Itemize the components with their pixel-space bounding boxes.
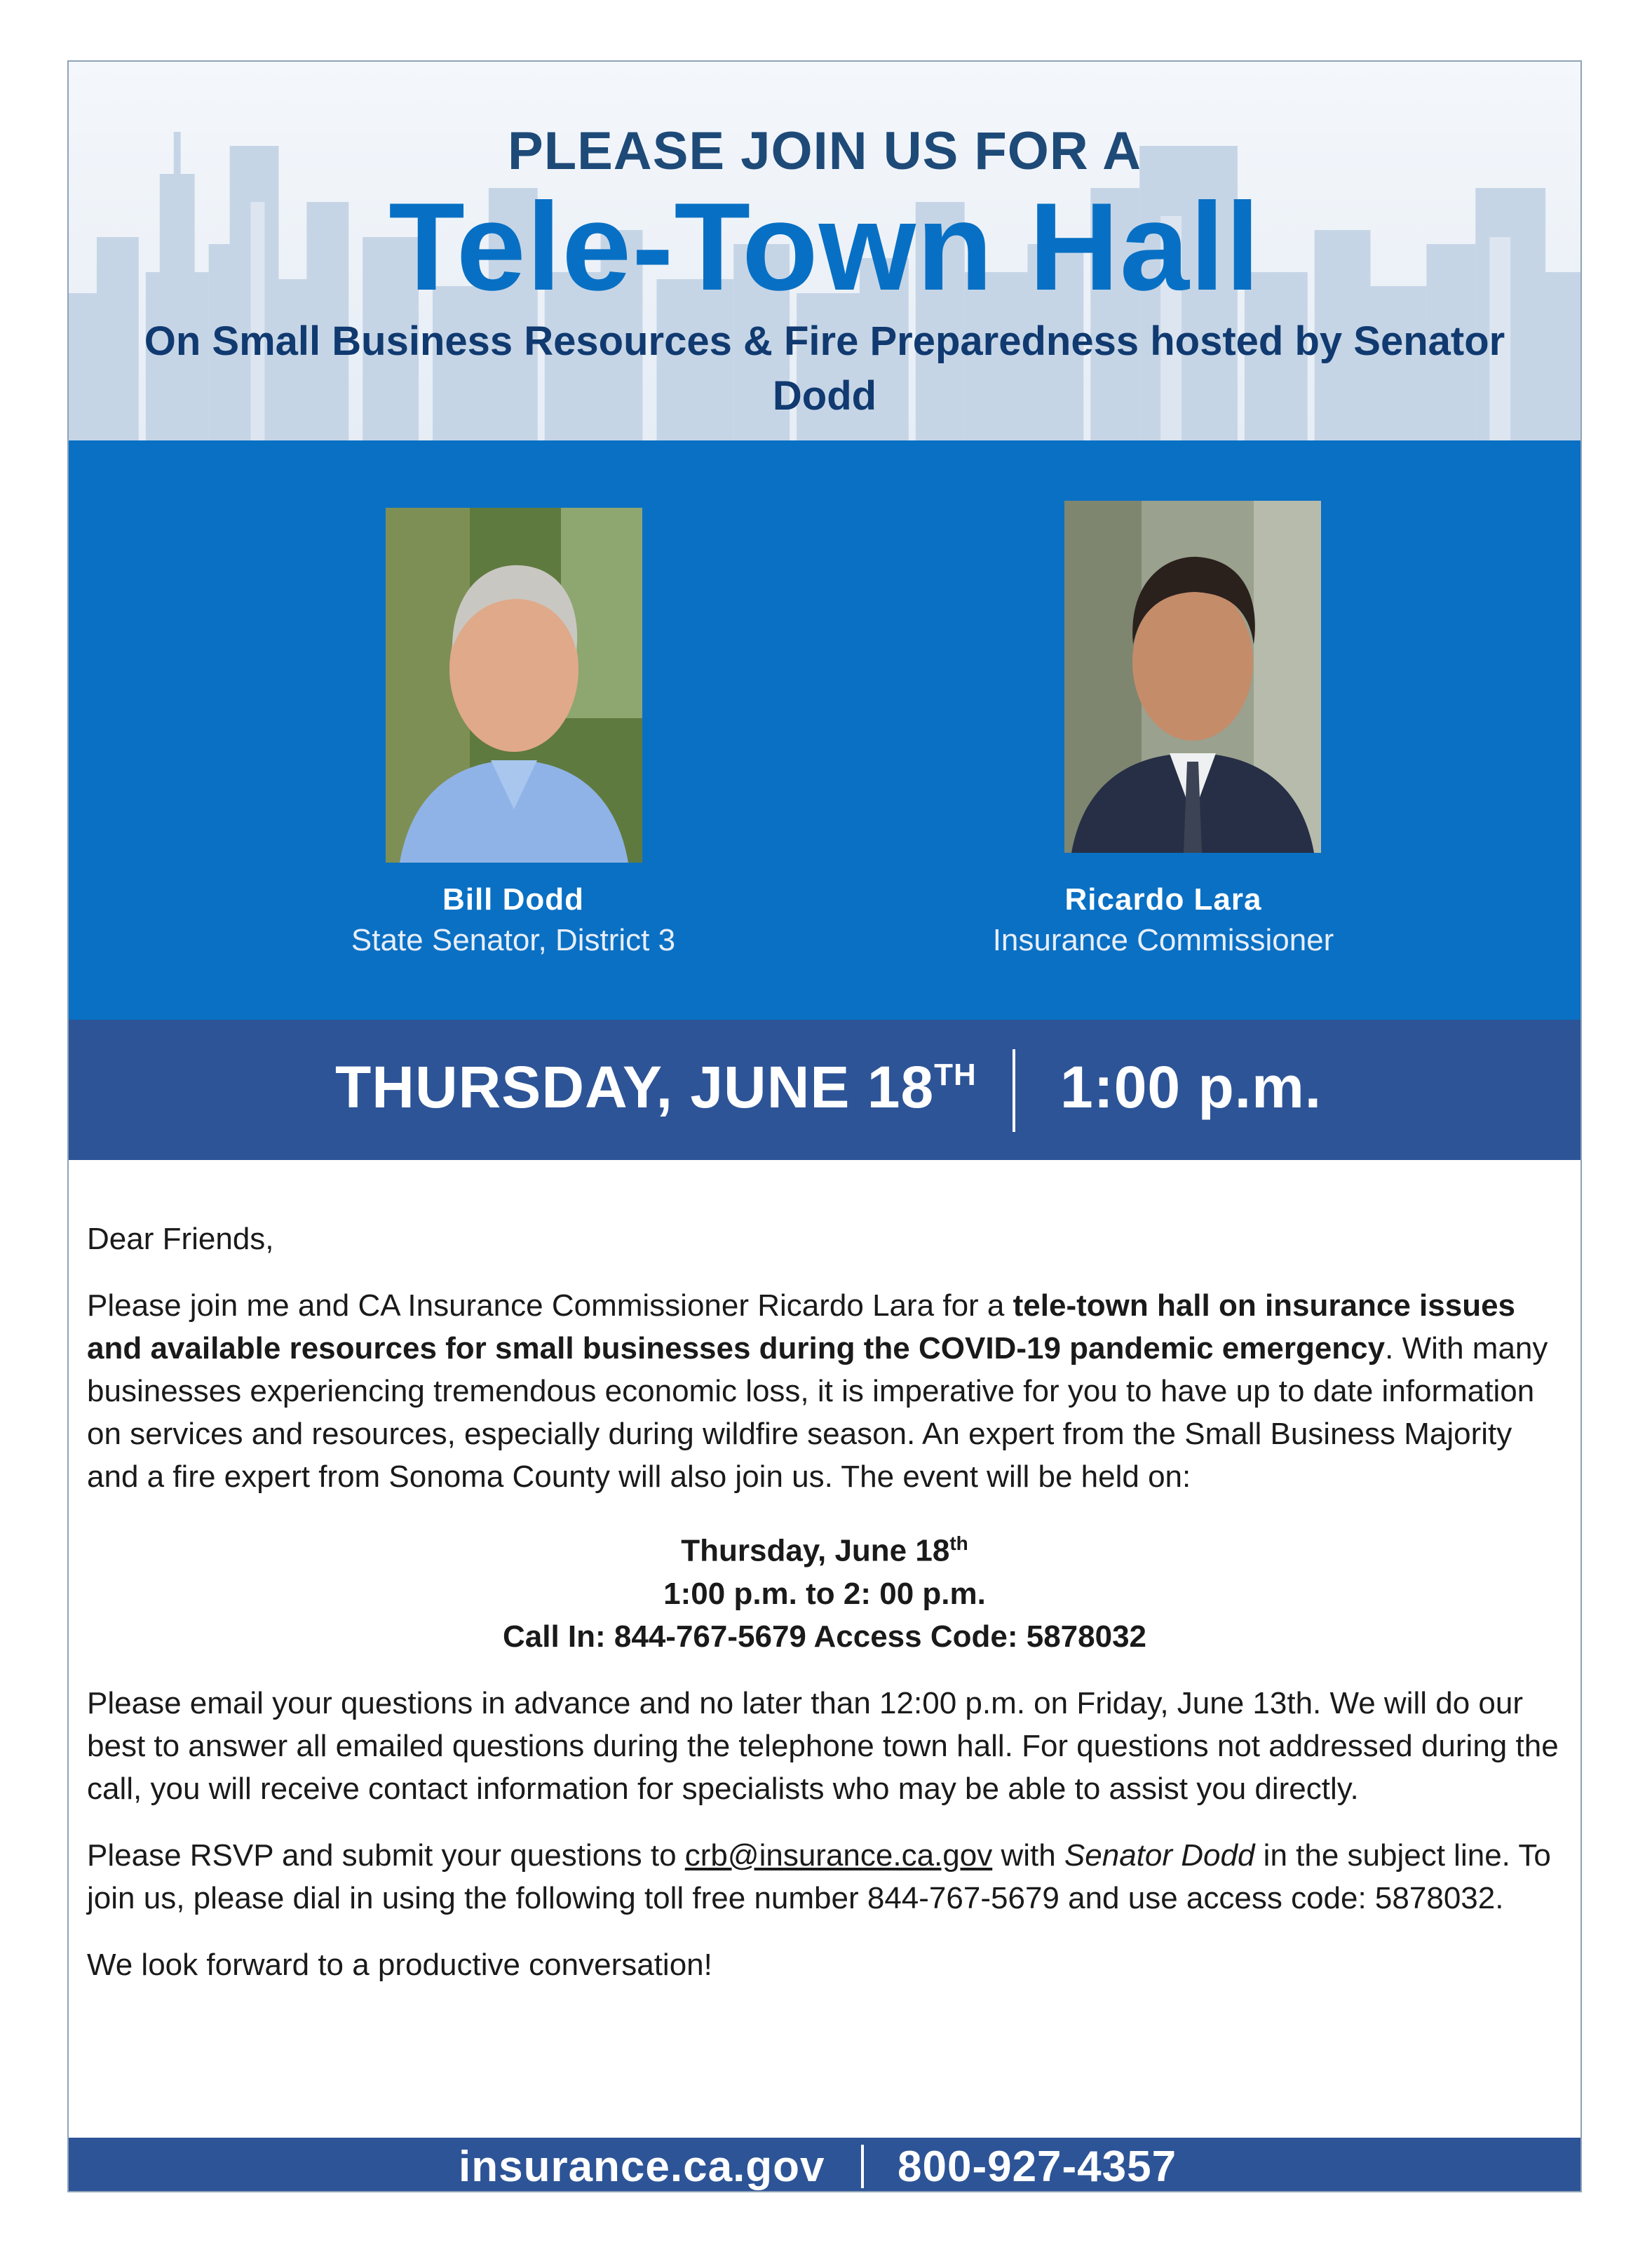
letter-closing: We look forward to a productive conversation! (87, 1947, 712, 1982)
header (69, 62, 1580, 440)
event-details (87, 1522, 1562, 1658)
event-call-in: Call In: 844-767-5679 Access Code: 5878032 (502, 1619, 1147, 1654)
date-divider (1013, 1049, 1015, 1132)
letter-paragraph-3: Please RSVP and submit your questions to crb@insurance.ca.gov with Senator Dodd in the subject line. To join us, please dial in using the following toll free number 844-767-5679 and use access code: 5878032. (87, 1838, 1551, 1915)
event-date: Thursday, June 18th (681, 1532, 968, 1568)
flyer (67, 60, 1582, 2192)
letter-paragraph-2: Please email your questions in advance and no later than 12:00 p.m. on Friday, June 13th. We will do our best to answer all emailed questions during the telephone town hall. For questions not addressed during the call, you will receive contact information for specialists who may be able to assist you directly. (87, 1685, 1559, 1806)
speaker-name: Bill Dodd (442, 882, 585, 917)
speaker-title: State Senator, District 3 (351, 923, 676, 957)
speakers-panel (69, 440, 1580, 1020)
rsvp-email-link[interactable]: crb@insurance.ca.gov (684, 1838, 993, 1873)
speaker-photo-bill-dodd (386, 508, 642, 863)
letter-greeting: Dear Friends, (87, 1222, 274, 1256)
header-title: Tele-Town Hall (388, 177, 1261, 316)
letter-paragraph-1: Please join me and CA Insurance Commissioner Ricardo Lara for a tele-town hall on insurance issues and available resources for small businesses during the COVID-19 pandemic emergency. With many businesses experiencing tremendous economic loss, it is imperative for you to have up to date information on services and resources, especially during wildfire season. An expert from the Small Business Majority and a fire expert from Sonoma County will also join us. The event will be held on: (87, 1288, 1548, 1494)
footer-bar (69, 2138, 1580, 2192)
speaker-name: Ricardo Lara (1064, 882, 1262, 917)
footer-divider (861, 2145, 864, 2188)
letter-body (87, 1218, 1562, 2010)
header-kicker: PLEASE JOIN US FOR A (508, 121, 1142, 181)
event-date-heading: THURSDAY, JUNE 18TH (335, 1054, 977, 1120)
speaker-title: Insurance Commissioner (992, 923, 1334, 957)
event-time-heading: 1:00 p.m. (1060, 1054, 1322, 1120)
footer-phone: 800-927-4357 (898, 2143, 1177, 2191)
header-subtitle: On Small Business Resources & Fire Preparedness hosted by Senator Dodd (144, 318, 1505, 419)
event-time: 1:00 p.m. to 2: 00 p.m. (663, 1576, 986, 1611)
footer-website: insurance.ca.gov (459, 2143, 825, 2191)
date-bar (69, 1020, 1580, 1160)
speaker-photo-ricardo-lara (1064, 501, 1321, 853)
